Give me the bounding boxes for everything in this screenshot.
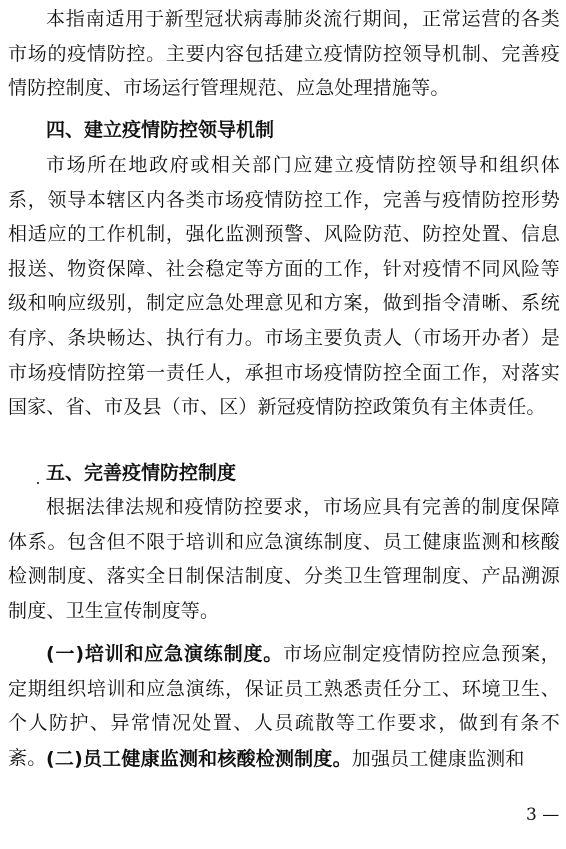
- section-4-heading: 四、建立疫情防控领导机制: [46, 119, 275, 141]
- section-5-paragraph: 根据法律法规和疫情防控要求，市场应具有完善的制度保障体系。包含但不限于培训和应急演练制度、员工健康监测和核酸检测制度、落实全日制保洁制度、分类卫生管理制度、产品溯源制度、卫生宣传制度等。: [8, 496, 560, 622]
- section-5-heading: 五、完善疫情防控制度: [46, 462, 237, 484]
- training-lead: (一)培训和应急演练制度。: [46, 643, 284, 665]
- health-monitoring-paragraph: [8, 742, 560, 777]
- health-monitoring-body: 加强员工健康监测和: [351, 748, 525, 770]
- intro-paragraph: 本指南适用于新型冠状病毒肺炎流行期间，正常运营的各类市场的疫情防控。主要内容包括建立疫情防控领导机制、完善疫情防控制度、市场运行管理规范、应急处理措施等。: [8, 8, 560, 100]
- section-4-paragraph: 市场所在地政府或相关部门应建立疫情防控领导和组织体系，领导本辖区内各类市场疫情防控工作，完善与疫情防控形势相适应的工作机制，强化监测预警、风险防范、防控处置、信息报送、物资保障、社会稳定等方面的工作，针对疫情不同风险等级和响应级别，制定应急处理意见和方案，做到指令清晰、系统有序、条块畅达、执行有力。市场主要负责人（市场开办者）是市场疫情防控第一责任人，承担市场疫情防控全面工作，对落实国家、省、市及县（市、区）新冠疫情防控政策负有主体责任。: [8, 154, 560, 419]
- page-number: 3 —: [526, 805, 560, 825]
- health-monitoring-lead: (二)员工健康监测和核酸检测制度。: [46, 748, 352, 770]
- scan-speck: [37, 482, 39, 484]
- training-body: 市场应制定疫情防控应急预案，定期组织培训和应急演练，保证员工熟悉责任分工、环境卫生、个人防护、异常情况处置、人员疏散等工作要求，做到有条不紊。: [8, 643, 560, 769]
